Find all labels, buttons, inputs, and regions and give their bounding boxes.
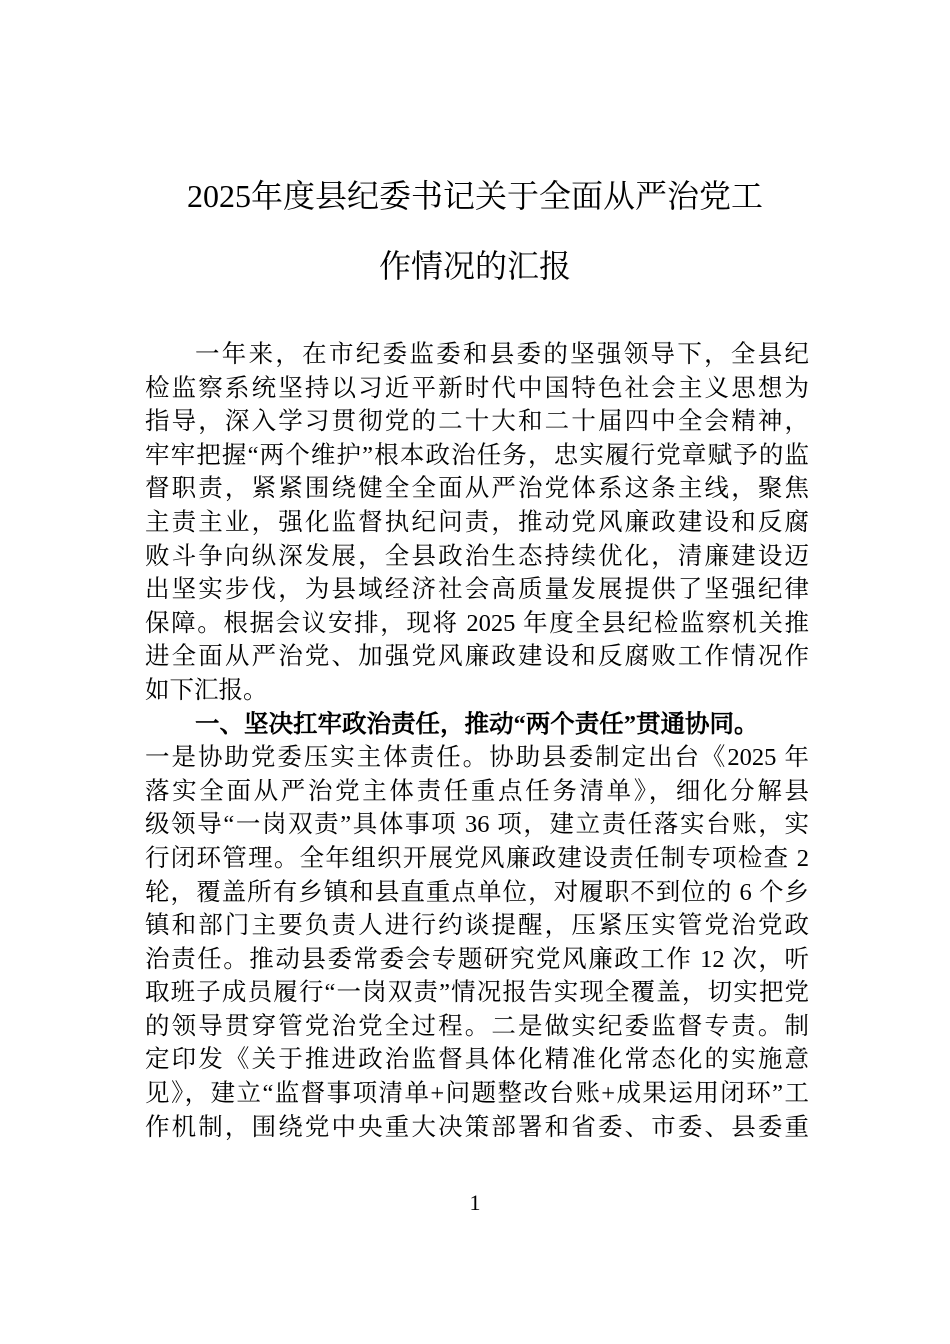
paragraph-line: 出坚实步伐，为县域经济社会高质量发展提供了坚强纪律 [145,576,809,604]
paragraph-line: 治责任。推动县委常委会专题研究党风廉政工作 12 次，听 [145,945,809,973]
section-heading: 一、坚决扛牢政治责任，推动“两个责任”贯通协同。 [195,710,759,738]
paragraph-line: 牢牢把握“两个维护”根本政治任务，忠实履行党章赋予的监 [145,441,809,469]
page-number: 1 [469,1190,481,1215]
document-body [145,338,809,1144]
paragraph-line: 行闭环管理。全年组织开展党风廉政建设责任制专项检查 2 [145,844,809,872]
paragraph-line: 督职责，紧紧围绕健全全面从严治党体系这条主线，聚焦 [145,475,809,503]
paragraph-line: 一年来，在市纪委监委和县委的坚强领导下，全县纪 [195,341,809,368]
paragraph-line: 主责主业，强化监督执纪问责，推动党风廉政建设和反腐 [145,508,809,536]
paragraph-line: 镇和部门主要负责人进行约谈提醒，压紧压实管党治党政 [145,912,809,940]
paragraph-line: 轮，覆盖所有乡镇和县直重点单位，对履职不到位的 6 个乡 [145,878,809,906]
paragraph-line: 指导，深入学习贯彻党的二十大和二十届四中全会精神， [145,408,809,436]
paragraph-line: 如下汇报。 [145,676,268,704]
document-title-line-1: 2025年度县纪委书记关于全面从严治党工 [186,178,763,214]
paragraph-line: 定印发《关于推进政治监督具体化精准化常态化的实施意 [145,1046,809,1074]
paragraph-line: 进全面从严治党、加强党风廉政建设和反腐败工作情况作 [145,643,809,671]
document-title-line-2: 作情况的汇报 [378,248,571,284]
paragraph-line: 落实全面从严治党主体责任重点任务清单》，细化分解县 [145,777,809,805]
paragraph-line: 败斗争向纵深发展，全县政治生态持续优化，清廉建设迈 [145,542,809,570]
paragraph-line: 取班子成员履行“一岗双责”情况报告实现全覆盖，切实把党 [145,979,809,1007]
paragraph-line: 保障。根据会议安排，现将 2025 年度全县纪检监察机关推 [145,609,809,637]
paragraph-line: 见》，建立“监督事项清单+问题整改台账+成果运用闭环”工 [145,1080,809,1108]
paragraph-line: 的领导贯穿管党治党全过程。二是做实纪委监督专责。制 [145,1012,809,1040]
paragraph-line: 级领导“一岗双责”具体事项 36 项，建立责任落实台账，实 [145,811,809,839]
paragraph-line: 一是协助党委压实主体责任。协助县委制定出台《2025 年 [145,744,809,772]
paragraph-line: 作机制，围绕党中央重大决策部署和省委、市委、县委重 [145,1113,809,1141]
paragraph-line: 检监察系统坚持以习近平新时代中国特色社会主义思想为 [145,374,809,402]
